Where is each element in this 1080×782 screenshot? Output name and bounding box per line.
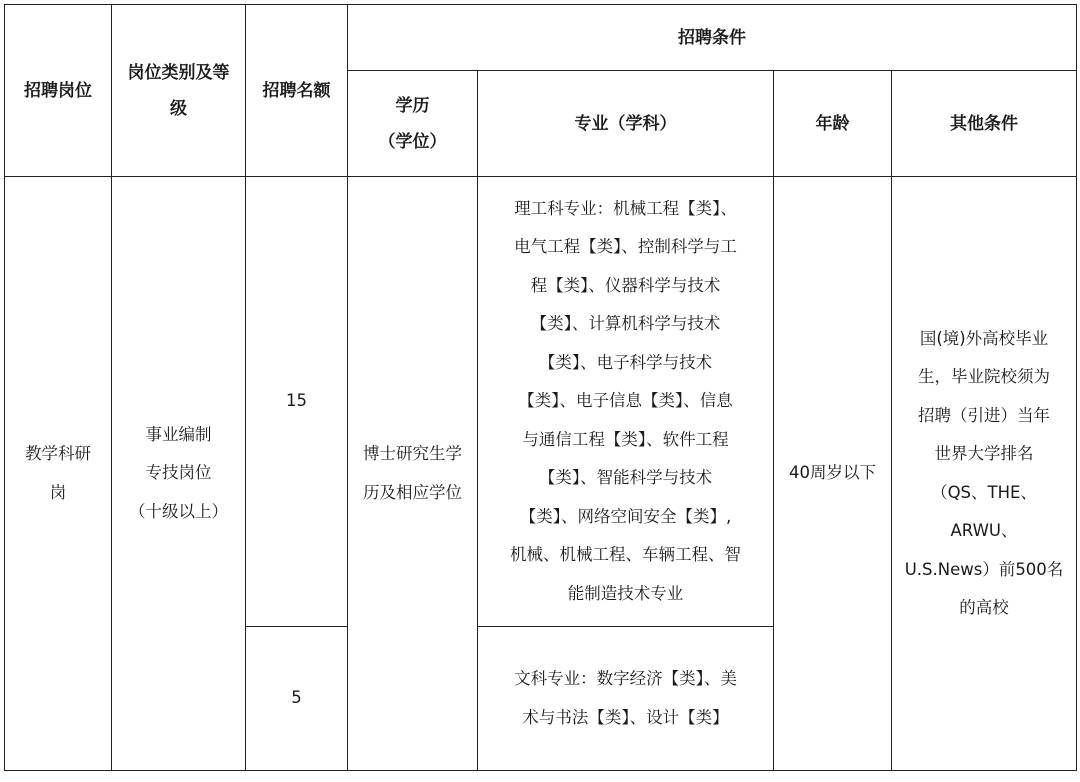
count-cell-1: 15 <box>246 177 348 627</box>
table-row <box>5 177 1077 627</box>
header-category-line2: 级 <box>170 98 187 119</box>
age-cell: 40周岁以下 <box>774 177 892 771</box>
major-cell-1 <box>478 177 774 627</box>
major-line: 【类】、网络空间安全【类】, <box>519 506 732 526</box>
education-cell <box>348 177 478 771</box>
other-line: 世界大学排名 <box>934 444 1034 463</box>
position-line1: 教学科研 <box>25 444 91 463</box>
header-education-line2: （学位） <box>378 131 447 152</box>
header-conditions: 招聘条件 <box>348 5 1077 71</box>
education-line1: 博士研究生学 <box>363 444 462 463</box>
position-line2: 岗 <box>49 482 67 502</box>
other-line: 国(境)外高校毕业 <box>919 328 1049 348</box>
major-line: 术与书法【类】、设计【类】 <box>522 707 729 727</box>
header-age: 年龄 <box>774 71 892 177</box>
category-line3: （十级以上） <box>129 501 228 521</box>
count-cell-2: 5 <box>246 627 348 771</box>
major-line: 【类】、计算机科学与技术 <box>530 314 721 334</box>
major-line: 【类】、智能科学与技术 <box>538 468 713 488</box>
category-line1: 事业编制 <box>145 424 212 444</box>
other-line: U.S.News）前500名 <box>904 559 1064 579</box>
major-line: 能制造技术专业 <box>567 583 684 603</box>
major-line: 电气工程【类】、控制科学与工 <box>514 237 737 257</box>
other-cell <box>892 177 1077 771</box>
category-cell <box>112 177 246 771</box>
other-line: 的高校 <box>959 598 1009 617</box>
header-major: 专业（学科） <box>478 71 774 177</box>
major-line: 理工科专业：机械工程【类】、 <box>514 198 737 218</box>
header-count: 招聘名额 <box>246 5 348 177</box>
major-line: 【类】、电子信息【类】、信息 <box>518 391 733 411</box>
major-line: 文科专业：数字经济【类】、美 <box>514 669 737 688</box>
header-position: 招聘岗位 <box>5 5 112 177</box>
major-line: 程【类】、仪器科学与技术 <box>530 275 721 295</box>
recruitment-table <box>4 4 1077 771</box>
position-cell <box>5 177 112 771</box>
other-line: （QS、THE、ARWU、 <box>931 482 1037 540</box>
major-line: 【类】、电子科学与技术 <box>538 352 713 372</box>
education-line2: 历及相应学位 <box>363 482 462 502</box>
header-other: 其他条件 <box>892 71 1077 177</box>
major-line: 机械、机械工程、车辆工程、智 <box>510 545 741 565</box>
other-line: 招聘（引进）当年 <box>918 405 1050 425</box>
header-education <box>348 71 478 177</box>
other-line: 生，毕业院校须为 <box>918 367 1050 386</box>
header-category-line1: 岗位类别及等 <box>127 62 230 83</box>
category-line2: 专技岗位 <box>145 463 212 483</box>
major-cell-2 <box>478 627 774 771</box>
header-education-line1: 学历 <box>395 95 430 116</box>
header-category <box>112 5 246 177</box>
major-line: 与通信工程【类】、软件工程 <box>522 429 729 449</box>
